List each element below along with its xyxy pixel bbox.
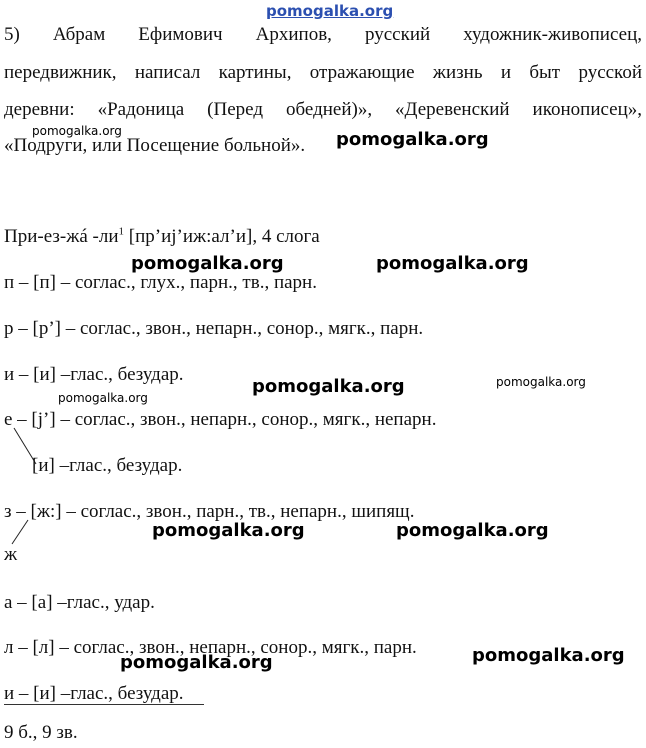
- underline-rule: [4, 704, 204, 705]
- watermark-small: pomogalka.org: [496, 375, 586, 389]
- watermark: pomogalka.org: [336, 129, 489, 150]
- sound-row-p: п – [п] – соглас., глух., парн., тв., парн.: [4, 272, 317, 293]
- sound-row-i-final: и – [и] –глас., безудар.: [4, 683, 184, 704]
- paragraph-line-3: деревни: «Радоница (Перед обедней)», «Деревенский иконописец»,: [4, 99, 642, 120]
- paragraph-line-2: передвижник, написал картины, отражающие жизнь и быт русской: [4, 62, 642, 83]
- watermark: pomogalka.org: [396, 520, 549, 541]
- word-syllables: При-ез-жá -ли: [4, 226, 119, 247]
- sound-row-l: л – [л] – соглас., звон., непарн., сонор., мягк., парн.: [4, 637, 417, 658]
- sound-row-r: р – [р’] – соглас., звон., непарн., сонор., мягк., парн.: [4, 318, 424, 339]
- watermark-small: pomogalka.org: [58, 391, 148, 405]
- sound-row-a: а – [а] –глас., удар.: [4, 592, 155, 613]
- watermark-small: pomogalka.org: [32, 124, 122, 138]
- sound-row-e-second: [и] –глас., безудар.: [32, 455, 183, 476]
- watermark: pomogalka.org: [131, 253, 284, 274]
- watermark: pomogalka.org: [152, 520, 305, 541]
- watermark: pomogalka.org: [472, 645, 625, 666]
- sound-row-zh: ж: [4, 544, 18, 565]
- watermark: pomogalka.org: [252, 376, 405, 397]
- watermark: pomogalka.org: [120, 652, 273, 673]
- watermark: pomogalka.org: [376, 253, 529, 274]
- footnote-mark: 1: [118, 225, 125, 238]
- sound-row-e: е – [j’] – соглас., звон., непарн., сонор., мягк., непарн.: [4, 409, 437, 430]
- paragraph-line-1: 5) Абрам Ефимович Архипов, русский художник-живописец,: [4, 24, 642, 45]
- sound-row-i: и – [и] –глас., безудар.: [4, 364, 184, 385]
- word-analysis-header: [4, 226, 320, 248]
- letters-sounds-total: 9 б., 9 зв.: [4, 722, 78, 743]
- watermark-top[interactable]: pomogalka.org: [266, 2, 394, 20]
- word-transcription: [пр’иj’иж:ал’и], 4 слога: [124, 226, 320, 247]
- paragraph-line-4: «Подруги, или Посещение больной».: [4, 135, 306, 156]
- sound-row-z: з – [ж:] – соглас., звон., парн., тв., непарн., шипящ.: [4, 501, 415, 522]
